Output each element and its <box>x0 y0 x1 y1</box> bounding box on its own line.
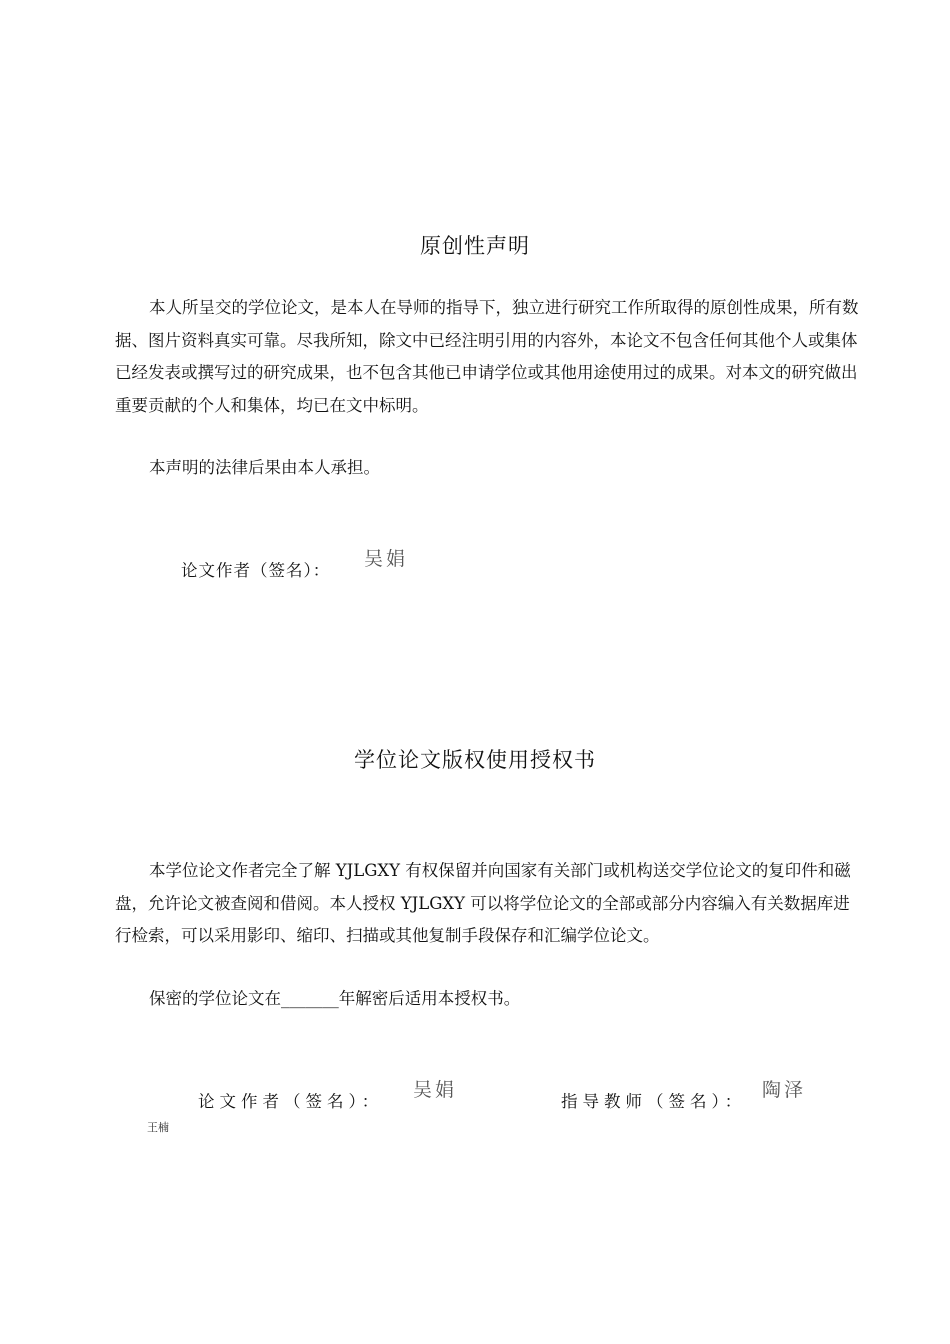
small-note: 王楠 <box>147 1121 169 1134</box>
declaration-author-label: 论文作者（签名）： <box>181 561 331 580</box>
authorization-secret-text: 保密的学位论文在_______年解密后适用本授权书。 <box>149 989 521 1008</box>
authorization-secret <box>115 983 860 1016</box>
advisor-signature: 陶泽 <box>762 1079 807 1101</box>
authorization-title: 学位论文版权使用授权书 <box>354 748 596 772</box>
author-signature-2: 吴娟 <box>413 1079 458 1101</box>
declaration-liability-text: 本声明的法律后果由本人承担。 <box>149 458 380 477</box>
declaration-body <box>115 292 860 422</box>
declaration-body-text: 本人所呈交的学位论文，是本人在导师的指导下，独立进行研究工作所取得的原创性成果，所有数据、图片资料真实可靠。尽我所知，除文中已经注明引用的内容外，本论文不包含任何其他个人或集体已经发表或撰写过的研究成果，也不包含其他已申请学位或其他用途使用过的成果。对本文的研究做出重要贡献的个人和集体，均已在文中标明。 <box>115 298 859 415</box>
author-signature: 吴娟 <box>364 548 409 570</box>
authorization-body <box>115 855 860 953</box>
authorization-author-label: 论文作者（签名）： <box>198 1092 384 1111</box>
declaration-liability <box>115 452 860 485</box>
authorization-body-text: 本学位论文作者完全了解 YJLGXY 有权保留并向国家有关部门或机构送交学位论文的复印件和磁盘，允许论文被查阅和借阅。本人授权 YJLGXY 可以将学位论文的全部或部分内容编入有关数据库进行检索，可以采用影印、缩印、扫描或其他复制手段保存和汇编学位论文。 <box>115 861 851 945</box>
advisor-label: 指导教师（签名）： <box>561 1092 747 1111</box>
declaration-title: 原创性声明 <box>420 234 530 258</box>
